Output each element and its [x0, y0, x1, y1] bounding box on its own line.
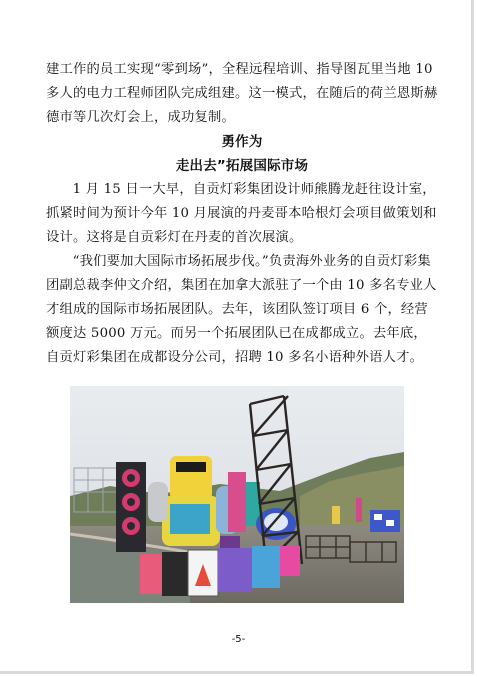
- speaker-tower-left: [116, 462, 146, 552]
- page-number: -5-: [231, 634, 246, 645]
- article-body: [46, 58, 438, 370]
- lantern-festival-photo: [70, 386, 404, 603]
- section-heading-1: 勇作为: [221, 134, 263, 150]
- paragraph-designer: 1 月 15 日一大早，自贡灯彩集团设计师熊腾龙赶往设计室，抓紧时间为预计今年 10 月展演的丹麦哥本哈根灯会项目做策划和设计。这将是自贡彩灯在丹麦的首次展演。: [46, 182, 437, 245]
- paragraph-international: “我们要加大国际市场拓展步伐。”负责海外业务的自贡灯彩集团副总裁李仲文介绍，集团在加拿大派驻了一个由 10 多名专业人才组成的国际市场拓展团队。去年，该团队签订项目 6 个，经营额度达 5000 万元。而另一个拓展团队已在成都成立。去年底，自贡灯彩集团在成都设分公司，招聘 10 多名小语种外语人才。: [46, 254, 437, 365]
- paragraph-continuation: 建工作的员工实现“零到场”，全程远程培训、指导图瓦里当地 10 多人的电力工程师团队完成组建。这一模式，在随后的荷兰恩斯赫德市等几次灯会上，成功复制。: [46, 62, 438, 125]
- section-heading-2: 走出去”拓展国际市场: [175, 158, 309, 174]
